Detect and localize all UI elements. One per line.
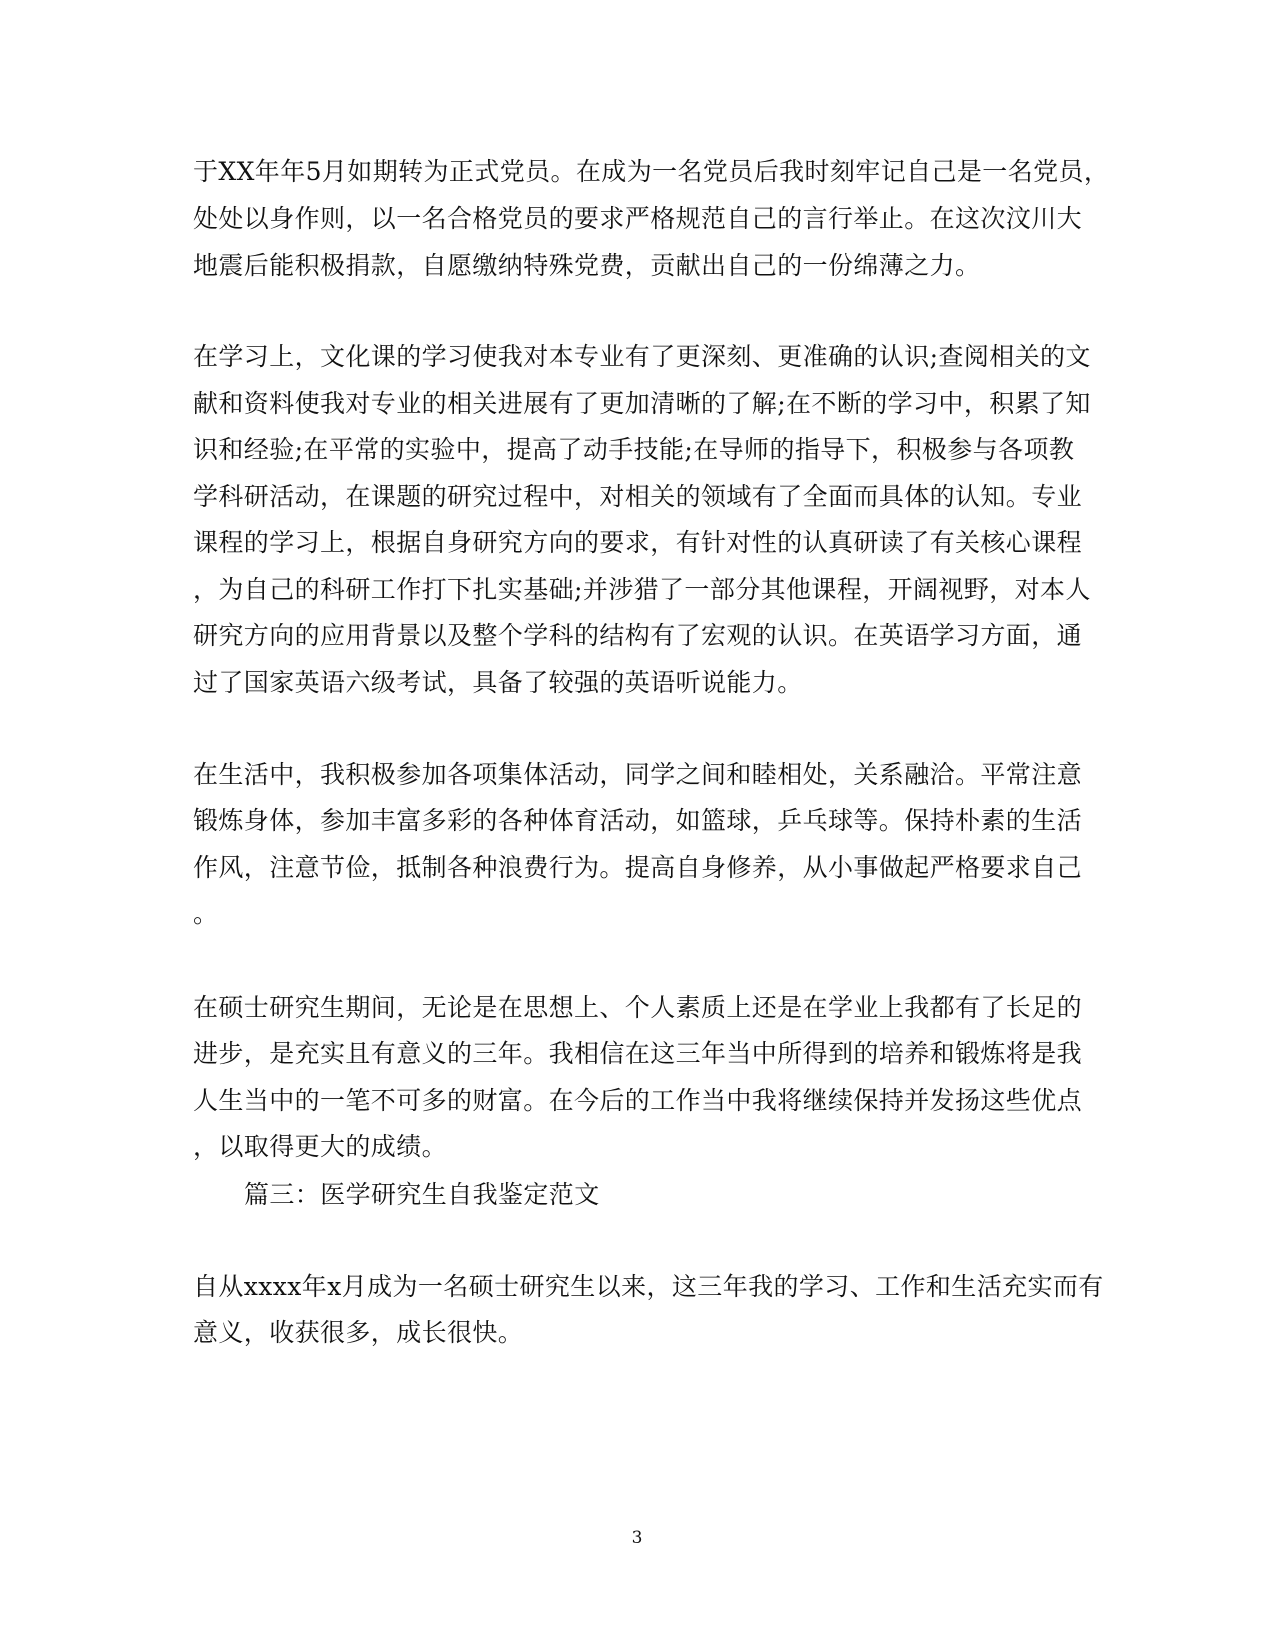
- paragraph-1-line-2: 处处以身作则，以一名合格党员的要求严格规范自己的言行举止。在这次汶川大: [193, 204, 1083, 233]
- section-heading: 篇三：医学研究生自我鉴定范文: [244, 1180, 600, 1209]
- paragraph-2-line-1: 在学习上，文化课的学习使我对本专业有了更深刻、更准确的认识;查阅相关的文: [193, 342, 1091, 371]
- closing-paragraph-line-1: 自从xxxx年x月成为一名硕士研究生以来，这三年我的学习、工作和生活充实而有: [193, 1272, 1104, 1301]
- paragraph-3-line-3: 作风，注意节俭，抵制各种浪费行为。提高自身修养，从小事做起严格要求自己: [193, 853, 1083, 882]
- paragraph-2-line-8: 过了国家英语六级考试，具备了较强的英语听说能力。: [193, 668, 803, 697]
- paragraph-3-line-2: 锻炼身体，参加丰富多彩的各种体育活动，如篮球，乒乓球等。保持朴素的生活: [193, 806, 1083, 835]
- paragraph-3-line-4: 。: [193, 899, 219, 928]
- paragraph-2-line-5: 课程的学习上，根据自身研究方向的要求，有针对性的认真研读了有关核心课程: [193, 528, 1083, 557]
- closing-paragraph-line-2: 意义，收获很多，成长很快。: [193, 1318, 524, 1347]
- page-number: 3: [631, 1528, 643, 1548]
- paragraph-2-line-2: 献和资料使我对专业的相关进展有了更加清晰的了解;在不断的学习中，积累了知: [193, 389, 1091, 418]
- paragraph-1-line-1: 于XX年年5月如期转为正式党员。在成为一名党员后我时刻牢记自己是一名党员，: [193, 157, 1110, 186]
- paragraph-2-line-7: 研究方向的应用背景以及整个学科的结构有了宏观的认识。在英语学习方面，通: [193, 621, 1083, 650]
- paragraph-1-line-3: 地震后能积极捐款，自愿缴纳特殊党费，贡献出自己的一份绵薄之力。: [193, 251, 981, 280]
- paragraph-4-line-4: ，以取得更大的成绩。: [193, 1132, 448, 1161]
- paragraph-2-line-3: 识和经验;在平常的实验中，提高了动手技能;在导师的指导下，积极参与各项教: [193, 435, 1075, 464]
- paragraph-3-line-1: 在生活中，我积极参加各项集体活动，同学之间和睦相处，关系融洽。平常注意: [193, 760, 1083, 789]
- paragraph-2-line-6: ，为自己的科研工作打下扎实基础;并涉猎了一部分其他课程，开阔视野，对本人: [193, 575, 1091, 604]
- paragraph-4-line-1: 在硕士研究生期间，无论是在思想上、个人素质上还是在学业上我都有了长足的: [193, 993, 1083, 1022]
- paragraph-4-line-3: 人生当中的一笔不可多的财富。在今后的工作当中我将继续保持并发扬这些优点: [193, 1086, 1083, 1115]
- paragraph-2-line-4: 学科研活动，在课题的研究过程中，对相关的领域有了全面而具体的认知。专业: [193, 482, 1083, 511]
- paragraph-4-line-2: 进步，是充实且有意义的三年。我相信在这三年当中所得到的培养和锻炼将是我: [193, 1039, 1083, 1068]
